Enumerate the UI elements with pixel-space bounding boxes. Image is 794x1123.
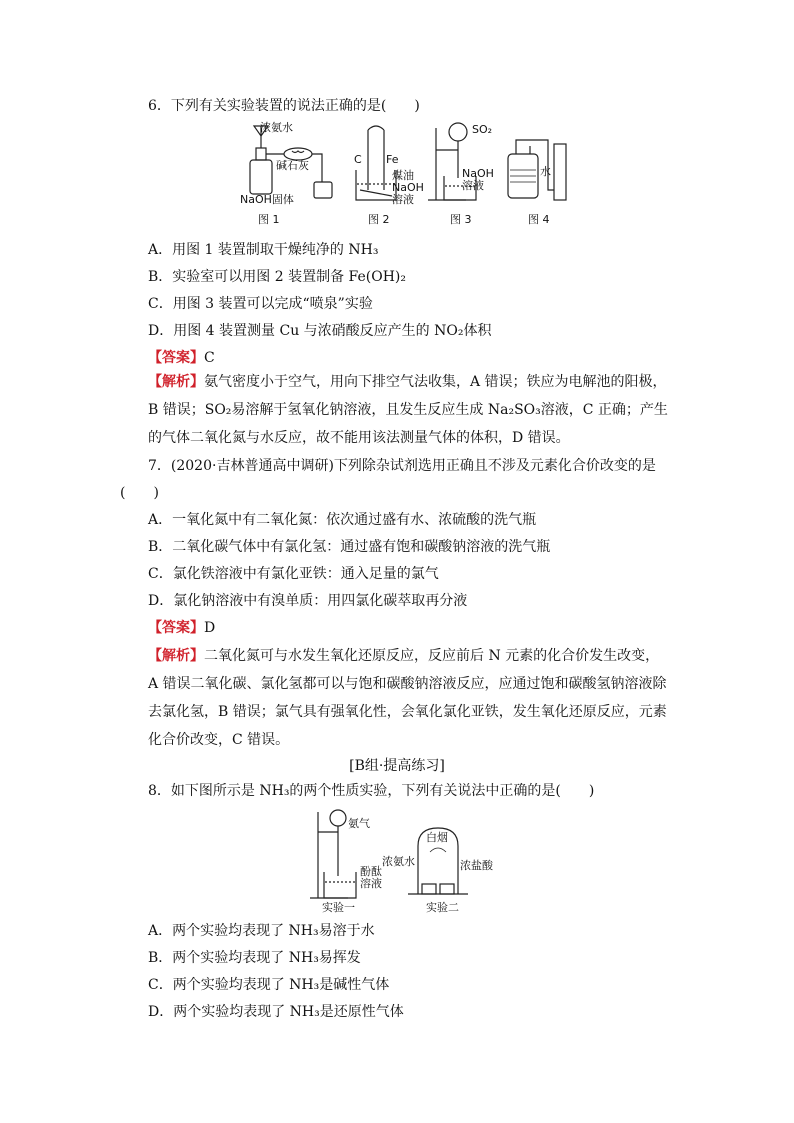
q8-figure	[308, 806, 526, 918]
q6-fig-label-12: 水	[540, 165, 551, 178]
q6-fig-label-3: NaOH固体	[240, 193, 294, 206]
q7-stem-line2: ( )	[120, 485, 159, 501]
q7-analysis	[148, 642, 668, 754]
q8-stem: 8．如下图所示是 NH₃的两个性质实验，下列有关说法中正确的是( )	[148, 783, 595, 799]
q6-answer	[148, 348, 215, 368]
q8-fig-label-4: 白烟	[426, 831, 448, 844]
q6-figure	[236, 120, 576, 232]
q6-fig-label-5: Fe	[386, 153, 399, 166]
q6-option-a: A．用图 1 装置制取干燥纯净的 NH₃	[148, 242, 379, 258]
q7-stem-line1: 7．(2020·吉林普通高中调研)下列除杂试剂选用正确且不涉及元素化合价改变的是	[148, 458, 656, 474]
q6-fig-label-8: 溶液	[392, 193, 414, 206]
q6-option-d: D．用图 4 装置测量 Cu 与浓硝酸反应产生的 NO₂体积	[148, 323, 492, 339]
section-heading: [B组·提高练习]	[349, 758, 445, 774]
q8-fig-label-2: 酚酞	[360, 865, 382, 878]
q6-fig-label-9: SO₂	[472, 123, 493, 136]
q6-fig-label-2: 碱石灰	[276, 159, 309, 172]
q7-analysis-text: 二氧化氮可与水发生氧化还原反应，反应前后 N 元素的化合价发生改变，A 错误二氧化碳、氯化氢都可以与饱和碳酸钠溶液反应，应通过饱和碳酸氢钠溶液除去氯化氢，B 错误；氯气具有强氧化性，会氧化氯化亚铁，发生氧化还原反应，元素化合价改变，C 错误。	[148, 648, 667, 748]
q6-option-c: C．用图 3 装置可以完成“喷泉”实验	[148, 296, 373, 312]
q7-option-d: D．氯化钠溶液中有溴单质：用四氯化碳萃取再分液	[148, 593, 468, 609]
q7-analysis-tag: 【解析】	[148, 648, 204, 664]
q8-option-c: C．两个实验均表现了 NH₃是碱性气体	[148, 977, 390, 993]
q8-fig-label-6: 浓盐酸	[460, 859, 493, 872]
q6-fig-label-10: NaOH	[462, 167, 494, 180]
q7-answer	[148, 618, 215, 638]
q6-option-b: B．实验室可以用图 2 装置制备 Fe(OH)₂	[148, 269, 407, 285]
q8-fig-caption-2: 实验二	[426, 901, 459, 914]
q8-option-a: A．两个实验均表现了 NH₃易溶于水	[148, 923, 375, 939]
q6-fig-label-4: C	[354, 153, 362, 166]
q7-option-a: A．一氧化氮中有二氧化氮：依次通过盛有水、浓硫酸的洗气瓶	[148, 512, 537, 528]
q8-fig-label-3: 溶液	[360, 877, 382, 890]
q6-answer-tag: 【答案】	[148, 350, 204, 366]
q8-fig-label-1: 氨气	[348, 817, 370, 830]
q7-option-c: C．氯化铁溶液中有氯化亚铁：通入足量的氯气	[148, 566, 439, 582]
q6-fig-caption-3: 图 3	[450, 213, 472, 226]
q6-stem: 6．下列有关实验装置的说法正确的是( )	[148, 98, 420, 114]
q6-answer-value: C	[204, 350, 215, 366]
q7-answer-tag: 【答案】	[148, 620, 204, 636]
q6-fig-label-6: 煤油	[392, 169, 414, 182]
q6-fig-label-7: NaOH	[392, 181, 424, 194]
q8-option-b: B．两个实验均表现了 NH₃易挥发	[148, 950, 361, 966]
q6-analysis	[148, 368, 668, 452]
q6-fig-caption-2: 图 2	[368, 213, 390, 226]
q6-analysis-text: 氨气密度小于空气，用向下排空气法收集，A 错误；铁应为电解池的阳极，B 错误；SO₂易溶解于氢氧化钠溶液，且发生反应生成 Na₂SO₃溶液，C 正确；产生的气体二氧化氮与水反应，故不能用该法测量气体的体积，D 错误。	[148, 374, 668, 446]
q7-option-b: B．二氧化碳气体中有氯化氢：通过盛有饱和碳酸钠溶液的洗气瓶	[148, 539, 551, 555]
q6-fig-label-11: 溶液	[462, 179, 484, 192]
q6-fig-caption-4: 图 4	[528, 213, 550, 226]
q6-analysis-tag: 【解析】	[148, 374, 204, 390]
q6-fig-label-1: 浓氨水	[260, 121, 293, 134]
q7-answer-value: D	[204, 620, 216, 636]
q8-fig-caption-1: 实验一	[322, 901, 355, 914]
q8-option-d: D．两个实验均表现了 NH₃是还原性气体	[148, 1004, 404, 1020]
q8-fig-label-5: 浓氨水	[382, 855, 415, 868]
q6-fig-caption-1: 图 1	[258, 213, 280, 226]
